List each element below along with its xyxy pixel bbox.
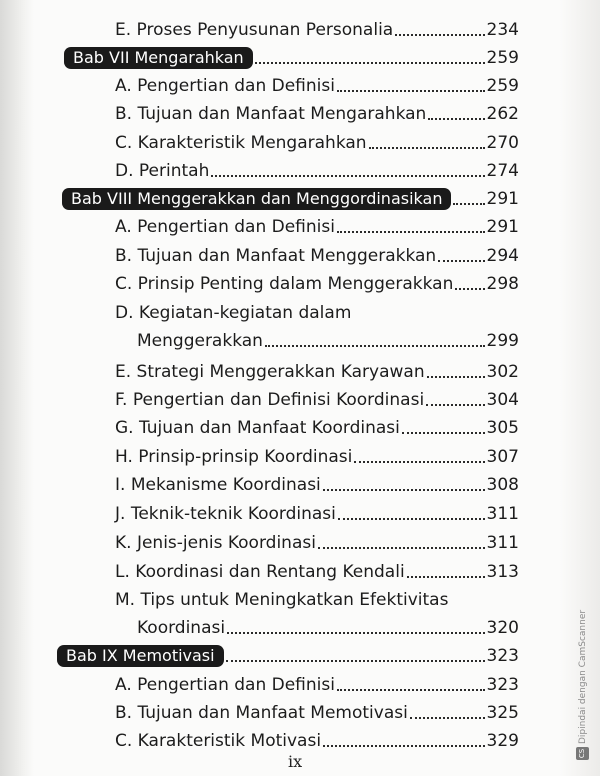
toc-entry-label: E. Proses Penyusunan Personalia [115, 20, 394, 40]
toc-entry[interactable] [115, 19, 519, 41]
toc-entry-page: 308 [486, 475, 519, 495]
toc-entry-page: 302 [486, 362, 519, 382]
leader-dots [323, 744, 485, 747]
toc-entry[interactable] [115, 216, 519, 238]
leader-dots [337, 89, 485, 92]
toc-entry[interactable] [115, 702, 519, 724]
leader-dots [395, 33, 484, 36]
toc-entry-page: 234 [486, 20, 519, 40]
leader-dots [410, 716, 485, 719]
leader-dots [453, 202, 484, 205]
toc-entry-page: 299 [486, 331, 519, 351]
leader-dots [323, 488, 485, 491]
watermark-text: Dipindai dengan CamScanner [578, 609, 588, 744]
leader-dots [354, 460, 484, 463]
toc-entry-label: D. Perintah [115, 161, 210, 181]
leader-dots [227, 631, 484, 634]
toc-entry-page: 298 [486, 274, 519, 294]
toc-entry[interactable] [137, 617, 519, 639]
toc-entry-page: 304 [486, 390, 519, 410]
leader-dots [428, 117, 484, 120]
toc-entry[interactable] [115, 446, 519, 468]
toc-entry-page: 329 [486, 731, 519, 751]
toc-entry-label: L. Koordinasi dan Rentang Kendali [115, 562, 405, 582]
toc-entry-label: B. Tujuan dan Manfaat Menggerakkan [115, 246, 437, 266]
leader-dots [265, 344, 485, 347]
toc-entry-page: 323 [486, 646, 519, 666]
leader-dots [426, 403, 484, 406]
toc-entry-label: B. Tujuan dan Manfaat Mengarahkan [115, 104, 427, 124]
toc-entry-page: 274 [486, 161, 519, 181]
leader-dots [318, 546, 485, 549]
toc-entry-page: 305 [486, 418, 519, 438]
toc-entry-label-continuation: Koordinasi [137, 618, 226, 638]
toc-entry-label: B. Tujuan dan Manfaat Memotivasi [115, 703, 408, 723]
toc-entry[interactable] [115, 674, 519, 696]
toc-entry-label: H. Prinsip-prinsip Koordinasi [115, 447, 353, 467]
toc-entry-page: 259 [486, 48, 519, 68]
toc-entry-label-line1[interactable]: M. Tips untuk Meningkatkan Efektivitas [115, 590, 449, 610]
toc-entry-page: 294 [486, 246, 519, 266]
leader-dots [402, 431, 485, 434]
toc-entry-label-line1[interactable]: D. Kegiatan-kegiatan dalam [115, 303, 352, 323]
leader-dots [438, 259, 484, 262]
toc-entry-page: 291 [486, 189, 519, 209]
toc-entry-label: G. Tujuan dan Manfaat Koordinasi [115, 418, 400, 438]
toc-entry-label: J. Teknik-teknik Koordinasi [115, 504, 336, 524]
leader-dots [427, 375, 485, 378]
toc-entry[interactable] [115, 417, 519, 439]
page-number: ix [288, 752, 303, 771]
toc-entry-page: 325 [486, 703, 519, 723]
toc-entry[interactable] [115, 361, 519, 383]
toc-entry-page: 311 [486, 533, 519, 553]
toc-entry[interactable] [115, 245, 519, 267]
toc-entry-page: 262 [486, 104, 519, 124]
leader-dots [226, 659, 485, 662]
toc-entry-label: C. Karakteristik Mengarahkan [115, 133, 367, 153]
leader-dots [211, 174, 484, 177]
toc-entry-label: C. Karakteristik Motivasi [115, 731, 322, 751]
toc-entry[interactable] [137, 330, 519, 352]
toc-entry-label: A. Pengertian dan Definisi [115, 76, 335, 96]
toc-entry[interactable] [115, 160, 519, 182]
toc-entry-label: K. Jenis-jenis Koordinasi [115, 533, 316, 553]
toc-entry[interactable] [115, 532, 519, 554]
toc-entry-label: A. Pengertian dan Definisi [115, 675, 335, 695]
toc-entry[interactable] [115, 103, 519, 125]
toc-entry[interactable] [115, 389, 519, 411]
toc-entry-page: 307 [486, 447, 519, 467]
camscanner-logo-icon: CS [576, 747, 589, 760]
toc-entry-page: 313 [486, 562, 519, 582]
toc-entry-label-continuation: Menggerakkan [137, 331, 263, 351]
leader-dots [337, 688, 485, 691]
leader-dots [337, 230, 485, 233]
leader-dots [369, 146, 485, 149]
toc-entry-page: 270 [486, 133, 519, 153]
toc-entry[interactable] [115, 730, 519, 752]
toc-entry[interactable] [115, 561, 519, 583]
chapter-badge: Bab IX Memotivasi [57, 645, 224, 667]
leader-dots [407, 575, 485, 578]
toc-chapter[interactable] [64, 47, 519, 69]
toc-entry-page: 311 [486, 504, 519, 524]
leader-dots [338, 517, 485, 520]
toc-entry-page: 323 [486, 675, 519, 695]
toc-entry[interactable] [115, 75, 519, 97]
toc-entry-label: C. Prinsip Penting dalam Menggerakkan [115, 274, 454, 294]
toc-chapter[interactable] [62, 188, 519, 210]
toc-entry-label: A. Pengertian dan Definisi [115, 217, 335, 237]
toc-entry-label: E. Strategi Menggerakkan Karyawan [115, 362, 425, 382]
scanner-watermark [575, 609, 591, 760]
chapter-badge: Bab VIII Menggerakkan dan Menggordinasikan [62, 188, 451, 210]
toc-entry-label: F. Pengertian dan Definisi Koordinasi [115, 390, 425, 410]
toc-entry[interactable] [115, 503, 519, 525]
toc-chapter[interactable] [57, 645, 519, 667]
leader-dots [455, 287, 484, 290]
toc-entry-page: 291 [486, 217, 519, 237]
toc-entry-label: I. Mekanisme Koordinasi [115, 475, 321, 495]
chapter-badge: Bab VII Mengarahkan [64, 47, 253, 69]
toc-entry[interactable] [115, 132, 519, 154]
toc-entry[interactable] [115, 474, 519, 496]
toc-entry[interactable] [115, 273, 519, 295]
toc-entry-page: 259 [486, 76, 519, 96]
leader-dots [255, 61, 485, 64]
toc-entry-page: 320 [486, 618, 519, 638]
